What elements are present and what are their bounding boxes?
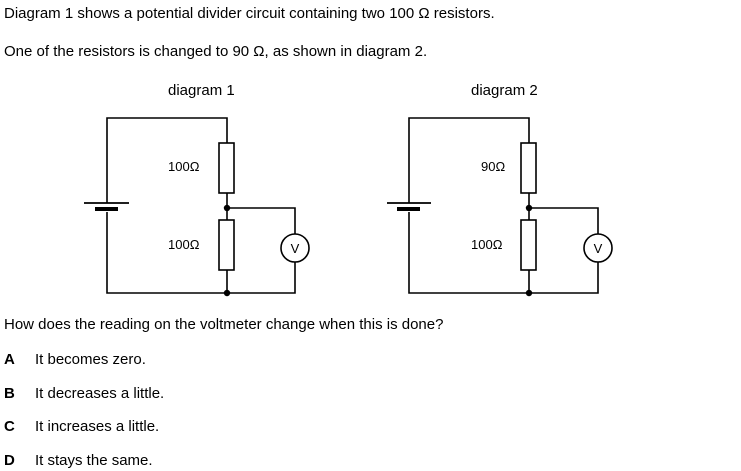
option-b-text: It decreases a little. [35,385,165,402]
diagram-2-voltmeter-bottom-wire [529,262,598,293]
question-line-2: One of the resistors is changed to 90 Ω, as shown in diagram 2. [4,43,428,60]
option-d-letter: D [4,452,15,469]
diagram-2-bottom-resistor-label: 100Ω [471,237,503,252]
option-b-letter: B [4,385,15,402]
diagram-2-label: diagram 2 [471,82,538,99]
diagram-2-cell [387,203,431,209]
option-a-letter: A [4,351,15,368]
diagram-2-junction-bottom [526,290,532,296]
option-c-text: It increases a little. [35,418,160,435]
question-prompt: How does the reading on the voltmeter change when this is done? [4,316,444,333]
diagram-2-bottom-resistor [521,220,536,270]
diagram-2-top-wire [409,118,529,203]
option-a-text: It becomes zero. [35,351,146,368]
diagram-2-top-resistor-label: 90Ω [481,159,506,174]
diagram-1-bottom-resistor-label: 100Ω [168,237,200,252]
option-d-text: It stays the same. [35,452,153,469]
question-line-1: Diagram 1 shows a potential divider circuit containing two 100 Ω resistors. [4,5,495,22]
diagram-1-label: diagram 1 [168,82,235,99]
option-b[interactable] [4,385,164,403]
option-d[interactable] [4,452,153,470]
diagram-1-voltmeter-label: V [290,241,300,256]
diagram-2-wires [409,118,598,293]
diagram-2-bottom-wire [409,212,529,293]
diagram-2-voltmeter-label: V [593,241,603,256]
option-c-letter: C [4,418,15,435]
diagram-1-top-resistor-label: 100Ω [168,159,200,174]
option-a[interactable] [4,351,146,369]
diagram-2-junction-top [526,205,532,211]
diagram-2-top-resistor [521,143,536,193]
option-c[interactable] [4,418,159,436]
diagram-2-voltmeter-top-wire [529,208,598,234]
